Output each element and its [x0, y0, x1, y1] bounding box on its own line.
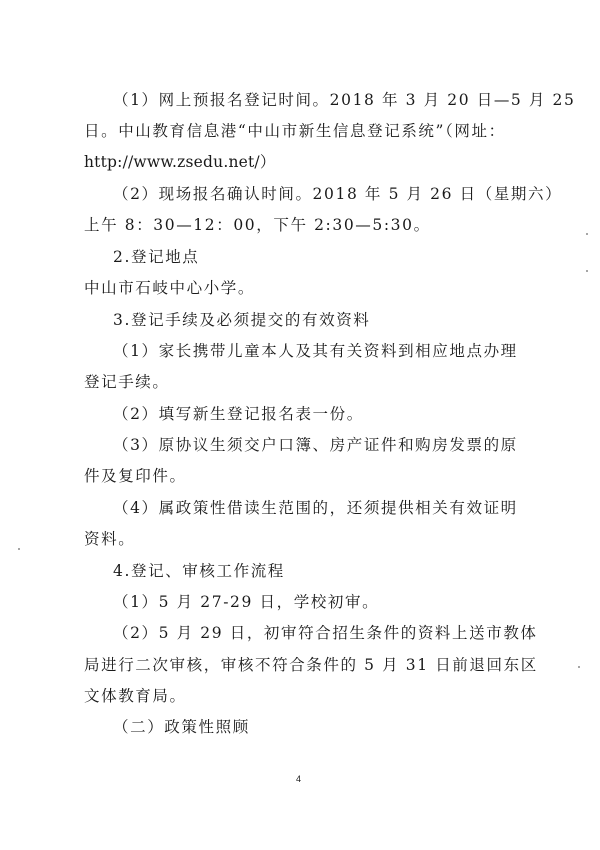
body-text-line: 日。中山教育信息港“中山市新生信息登记系统”（网址：: [84, 122, 506, 140]
body-text-line: （3）原协议生须交户口簿、房产证件和购房发票的原: [113, 436, 518, 454]
body-text-line: 资料。: [84, 530, 136, 548]
body-text-line: （4）属政策性借读生范围的，还须提供相关有效证明: [113, 499, 518, 517]
section-heading: 4.登记、审核工作流程: [113, 562, 285, 580]
section-heading: 2.登记地点: [113, 248, 200, 266]
body-text-line: （2）5 月 29 日，初审符合招生条件的资料上送市教体: [113, 624, 538, 642]
page-number: 4: [296, 774, 302, 784]
body-text-line: （1）5 月 27-29 日，学校初审。: [113, 593, 380, 611]
body-text-line: （2）现场报名确认时间。2018 年 5 月 26 日（星期六）: [113, 185, 563, 203]
body-text-line: 登记手续。: [84, 373, 170, 391]
body-text-line: 上午 8：30—12：00，下午 2:30—5:30。: [84, 216, 431, 234]
section-heading: （二）政策性照顾: [113, 718, 250, 736]
scan-speck: [578, 666, 580, 668]
body-text-line: （2）填写新生登记报名表一份。: [113, 405, 364, 423]
body-text-line: 文体教育局。: [84, 687, 187, 705]
body-text-line: 中山市石岐中心小学。: [84, 279, 256, 297]
scan-speck: [586, 233, 588, 235]
scan-speck: [18, 548, 20, 550]
body-text-line: （1）网上预报名登记时间。2018 年 3 月 20 日—5 月 25: [113, 91, 576, 109]
scan-speck: [586, 270, 588, 272]
body-text-line: 局进行二次审核，审核不符合条件的 5 月 31 日前退回东区: [84, 656, 538, 674]
section-heading: 3.登记手续及必须提交的有效资料: [113, 311, 371, 329]
body-text-line: 件及复印件。: [84, 467, 187, 485]
body-text-line: （1）家长携带儿童本人及其有关资料到相应地点办理: [113, 342, 518, 360]
url-text-line: http://www.zsedu.net/）: [84, 153, 276, 171]
